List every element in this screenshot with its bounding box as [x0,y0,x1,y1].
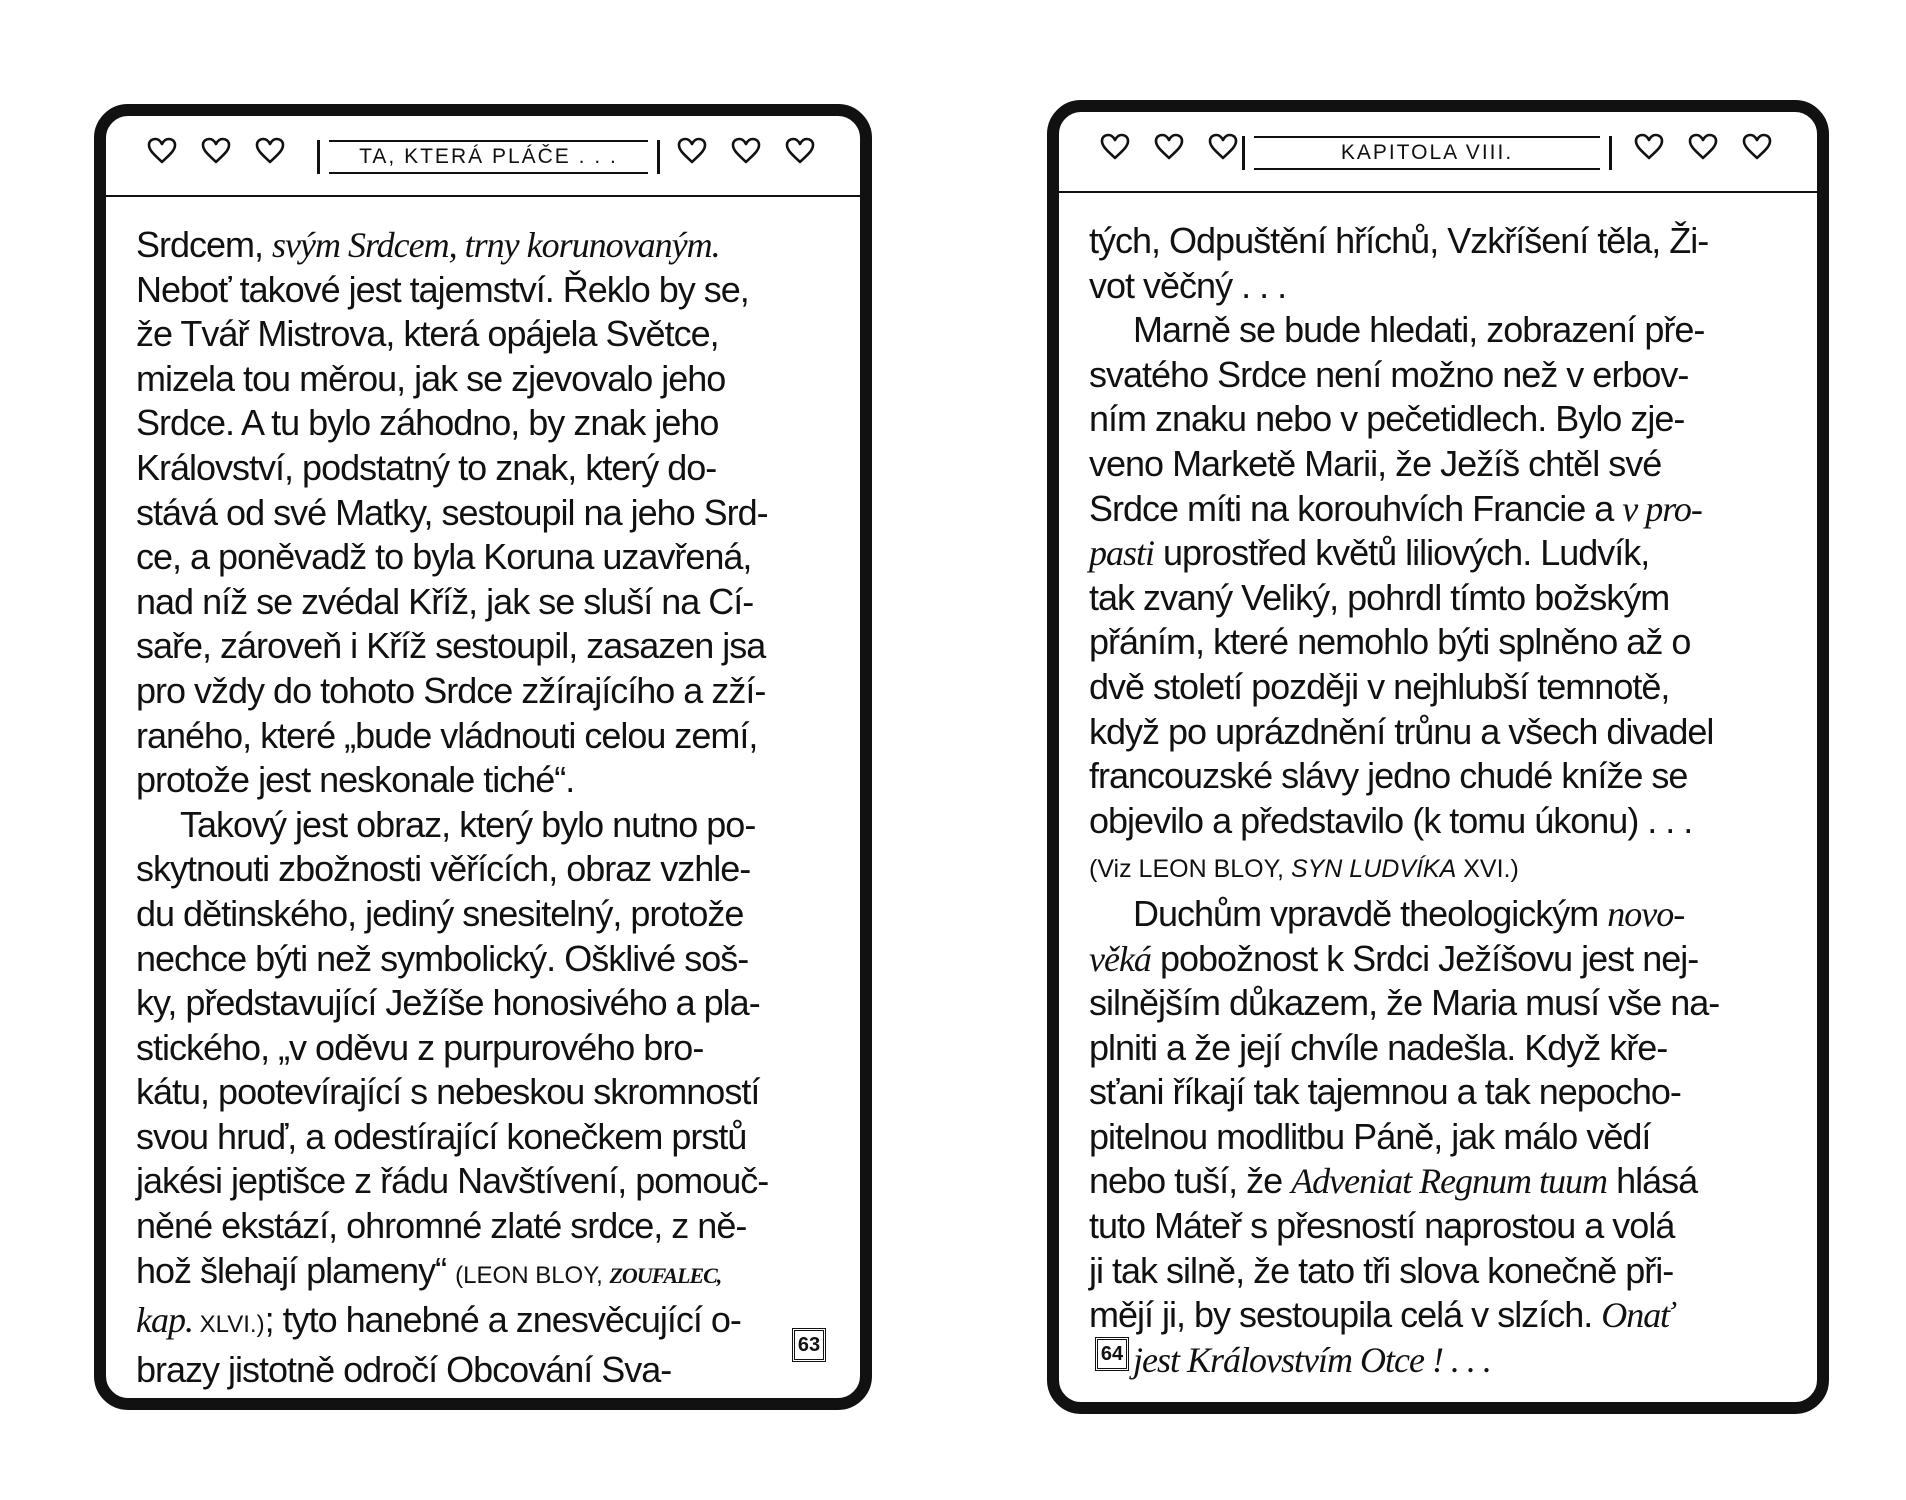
left-page [94,104,872,1410]
text-line [1089,1115,1787,1160]
text-line [136,1159,830,1204]
heart-outline-icon [254,136,286,166]
text-run: stává od své Matky, sestoupil na jeho Srd- [136,491,768,533]
text-run: mizela tou měrou, jak se zjevovalo jeho [136,357,726,399]
page-header [106,116,860,197]
text-run: ním znaku nebo v pečetidlech. Bylo zje- [1089,398,1685,440]
text-run: pasti [1089,533,1155,574]
text-run: tých, Odpuštění hříchů, Vzkříšení těla, Ži- [1089,220,1709,261]
text-line [136,714,830,759]
text-line [136,1115,830,1160]
text-run: Adveniat Regnum tuum [1291,1161,1608,1202]
heart-outline-icon [1207,132,1239,162]
page-number: 63 [792,1328,826,1362]
text-run: XVI.) [1456,855,1519,884]
text-run: du dětinského, jediný snesitelný, protože [136,892,744,934]
text-line [136,624,830,669]
text-line [136,1070,830,1115]
text-run: francouzské slávy jedno chudé kníže se [1089,755,1688,797]
text-run: Marně se bude hledati, zobrazení pře- [1133,309,1705,351]
text-run: plniti a že její chvíle nadešla. Když kře- [1089,1026,1668,1068]
text-run: tak zvaný Veliký, pohrdl tímto božským [1089,576,1670,618]
text-run: (LEON BLOY, [455,1261,610,1289]
text-line [136,580,830,625]
text-line [1089,620,1787,665]
right-page [1047,100,1829,1414]
text-run: SYN LUDVÍKA [1290,855,1457,884]
text-run: kátu, pootevírající s nebeskou skromností [136,1071,760,1113]
text-run: pitelnou modlitbu Páně, jak málo vědí [1089,1115,1651,1157]
heart-outline-icon [200,136,232,166]
text-run: silnějším důkazem, že Maria musí vše na- [1089,982,1720,1024]
text-line [136,981,830,1026]
text-run: Království, podstatný to znak, který do- [136,446,717,488]
heart-outline-icon [1153,132,1185,162]
text-run: hož šlehají plameny“ [136,1249,456,1291]
text-run: saře, zároveň i Kříž sestoupil, zasazen jsa [136,625,766,667]
text-run: Takový jest obraz, který bylo nutno po- [180,803,756,845]
text-run: protože jest neskonale tiché“. [136,759,575,801]
text-line [136,892,830,937]
text-run: pobožnost k Srdci Ježíšovu jest nej- [1150,937,1699,979]
text-run: ; tyto hanebné a znesvěcující o- [264,1299,741,1341]
page-body-text [136,223,830,1392]
heart-ornaments-left [1099,132,1239,162]
heart-outline-icon [676,136,708,166]
text-run: mějí ji, by sestoupila celá v slzích. [1089,1294,1602,1336]
text-line [1089,665,1787,710]
text-line [136,223,830,268]
heart-outline-icon [1741,132,1773,162]
page-number: 64 [1095,1337,1129,1371]
text-run: že Tvář Mistrova, která opájela Světce, [136,313,719,355]
text-line [1089,1338,1787,1383]
text-line [1089,397,1787,442]
text-line [136,1026,830,1071]
page-header [1059,112,1817,193]
text-line [136,312,830,357]
text-line [136,1298,830,1348]
text-line [1089,981,1787,1026]
text-line [1089,799,1787,844]
text-run: svou hruď, a odestírající konečkem prstů [136,1115,747,1157]
heart-ornaments-left [146,136,286,166]
text-line [136,446,830,491]
text-line [136,1204,830,1249]
text-line [136,401,830,446]
text-run: tuto Máteř s přesností naprostou a volá [1089,1205,1675,1247]
text-line [1089,1249,1787,1294]
text-line [1089,754,1787,799]
text-run: raného, které „bude vládnouti celou zemí, [136,714,758,756]
heart-outline-icon [1099,132,1131,162]
text-run: jest Královstvím Otce ! . . . [1133,1339,1491,1380]
text-line [136,669,830,714]
text-run: objevilo a představilo (k tomu úkonu) . . . [1089,799,1693,841]
text-line [1089,219,1787,264]
text-run: nad níž se zvédal Kříž, jak se sluší na Cí- [136,580,754,622]
heart-outline-icon [730,136,762,166]
text-run: Neboť takové jest tajemství. Řeklo by se, [136,268,749,310]
text-line [1089,576,1787,621]
text-line [136,1348,830,1393]
text-line [136,268,830,313]
text-run: dvě století později v nejhlubší temnotě, [1089,665,1670,707]
text-run: pro vždy do tohoto Srdce zžírajícího a zží- [136,669,766,711]
text-line [1089,264,1787,309]
text-run: svým Srdcem, trny korunovaným. [272,225,720,265]
text-run: uprostřed květů liliových. Ludvík, [1154,532,1650,574]
text-line [1089,1204,1787,1249]
text-run: nebo tuší, že [1089,1160,1292,1202]
text-line [136,937,830,982]
text-run: veno Marketě Marii, že Ježíš chtěl své [1089,442,1662,484]
running-title-box [317,140,660,174]
text-line [1089,442,1787,487]
text-line [136,803,830,848]
text-run: přáním, které nemohlo býti splněno až o [1089,621,1691,663]
running-title: KAPITOLA VIII. [1340,141,1514,164]
text-line [1089,937,1787,982]
text-run: jakési jeptišce z řádu Navštívení, pomouč- [136,1160,769,1202]
text-run: vot věčný . . . [1089,264,1287,306]
text-line [136,1249,830,1299]
heart-ornaments-right [1633,132,1773,162]
text-line [136,357,830,402]
text-line [1089,1159,1787,1204]
text-run: Duchům vpravdě theologickým [1133,892,1608,934]
text-line [1089,843,1787,892]
text-run: sťani říkají tak tajemnou a tak nepocho- [1089,1071,1681,1113]
text-run: když po uprázdnění trůnu a všech divadel [1089,710,1714,752]
text-run: skytnouti zbožnosti věřících, obraz vzhle- [136,848,751,890]
text-run: Srdce. A tu bylo záhodno, by znak jeho [136,402,719,444]
running-title-box [1242,136,1612,170]
text-line [1089,487,1787,532]
text-run: Onať [1601,1295,1673,1336]
text-run: nechce býti než symbolický. Ošklivé soš- [136,937,749,979]
text-run: ce, a poněvadž to byla Koruna uzavřená, [136,536,752,578]
page-body-text [1089,219,1787,1382]
running-title: TA, KTERÁ PLÁČE . . . [359,145,618,168]
text-line [1089,892,1787,937]
heart-outline-icon [1633,132,1665,162]
heart-outline-icon [784,136,816,166]
text-line [136,535,830,580]
text-line [1089,531,1787,576]
text-run: Srdce míti na korouhvích Francie a [1089,487,1623,529]
text-line [136,847,830,892]
text-run: stického, „v oděvu z purpurového bro- [136,1026,704,1068]
text-run: něné ekstází, ohromné zlaté srdce, z ně- [136,1205,747,1247]
heart-ornaments-right [676,136,816,166]
text-run: svatého Srdce není možno než v erbov- [1089,353,1689,395]
text-run: (Viz LEON BLOY, [1089,855,1291,884]
text-line [136,491,830,536]
text-line [1089,1070,1787,1115]
text-run: ZOUFALEC, [609,1262,722,1288]
text-run: v pro- [1622,488,1702,529]
text-run: hlásá [1607,1160,1698,1202]
text-run: ky, představující Ježíše honosivého a pla- [136,982,760,1024]
text-line [1089,353,1787,398]
text-run: XLVI.) [192,1311,265,1339]
heart-outline-icon [146,136,178,166]
text-run: novo- [1607,893,1685,934]
heart-outline-icon [1687,132,1719,162]
text-run: ji tak silně, že tato tři slova konečně při- [1089,1249,1674,1291]
text-run: věká [1089,938,1151,979]
text-line [1089,308,1787,353]
text-run: kap. [136,1300,193,1341]
text-line [136,758,830,803]
text-run: brazy jistotně odročí Obcování Sva- [136,1348,672,1390]
text-line [1089,1026,1787,1071]
text-line [1089,1293,1787,1338]
text-line [1089,710,1787,755]
text-run: Srdcem, [136,224,273,265]
